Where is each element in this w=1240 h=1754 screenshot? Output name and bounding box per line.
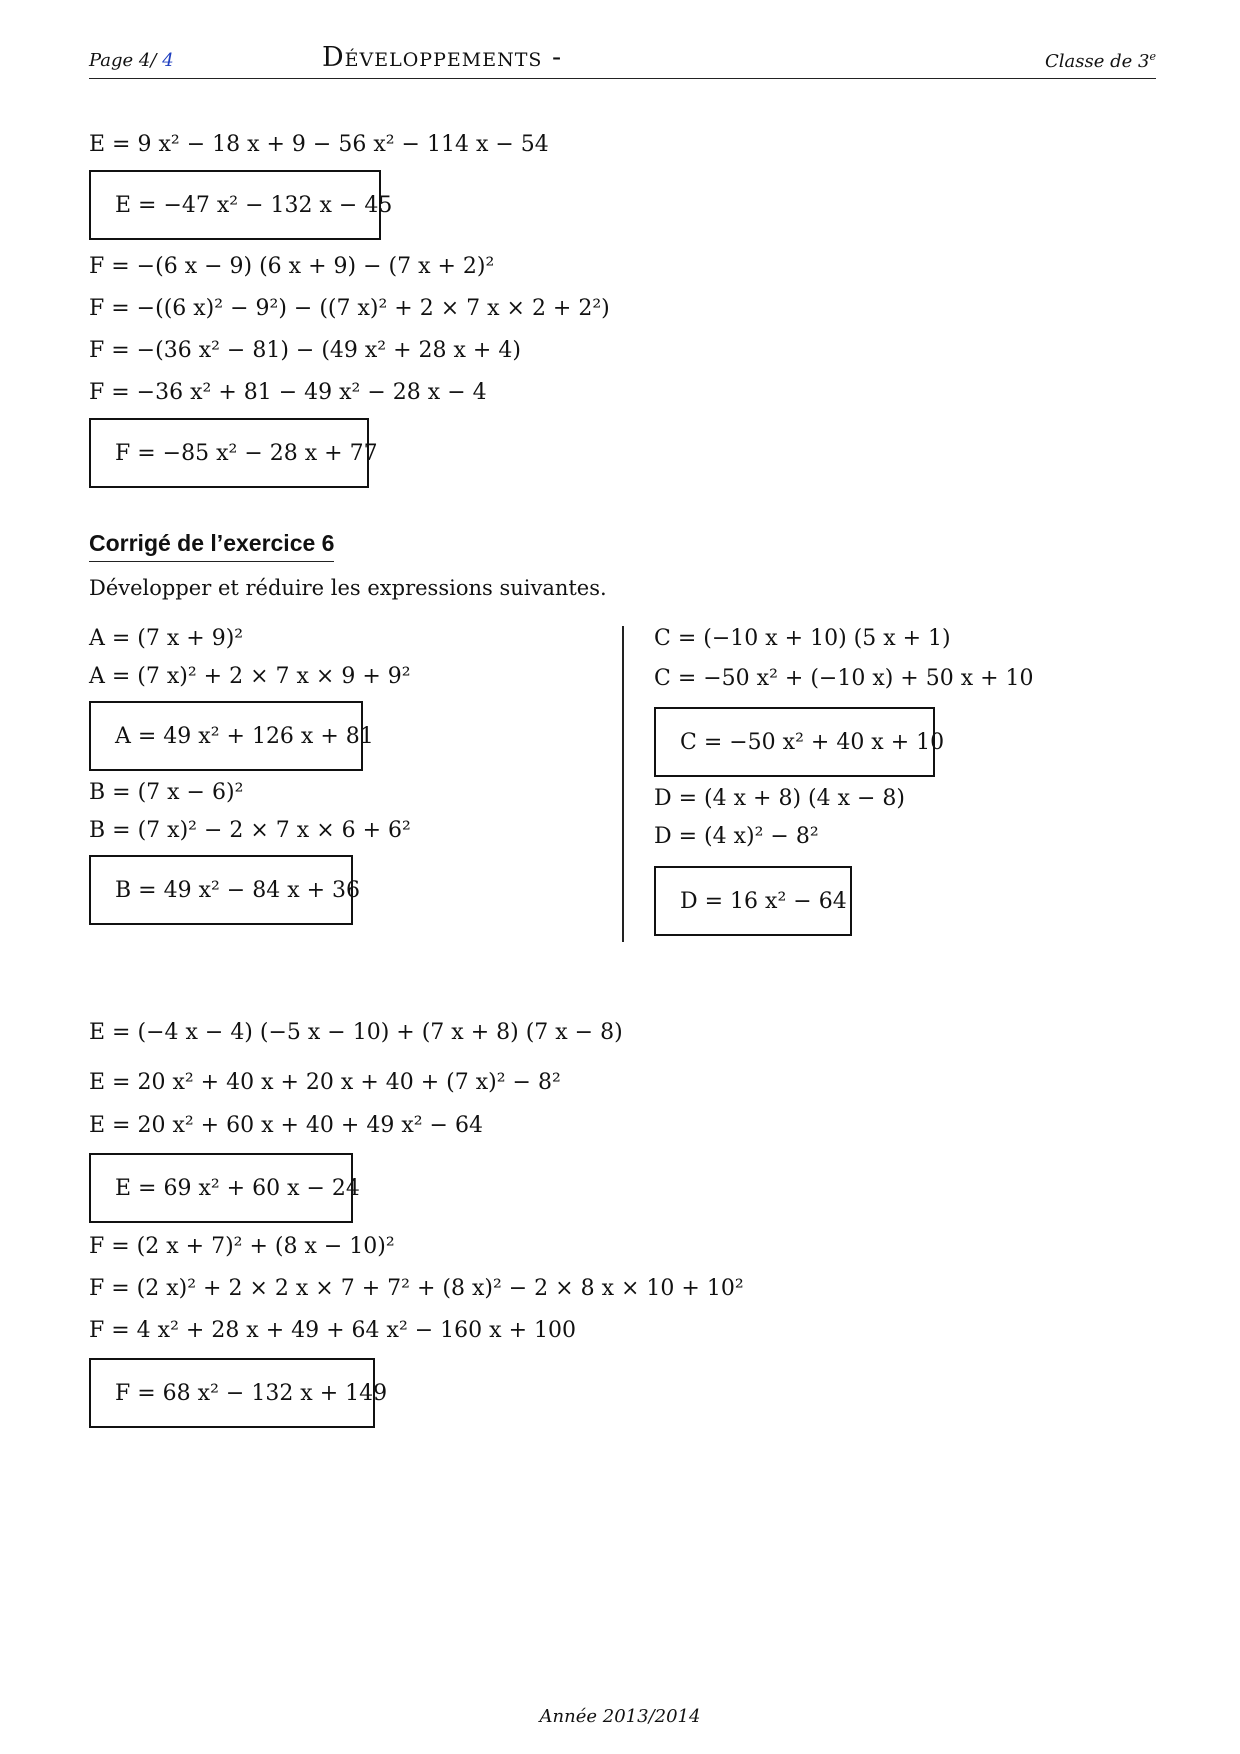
prev-f-step-1: F = −(6 x − 9) (6 x + 9) − (7 x + 2)² <box>89 254 495 279</box>
page-header <box>89 40 1156 79</box>
e-result-box: E = 69 x² + 60 x − 24 <box>89 1153 353 1223</box>
e-step-3: E = 20 x² + 60 x + 40 + 49 x² − 64 <box>89 1113 483 1138</box>
b-result-box: B = 49 x² − 84 x + 36 <box>89 855 353 925</box>
d-step-2: D = (4 x)² − 8² <box>654 824 819 849</box>
class-label: Classe de 3e <box>1045 50 1156 72</box>
prev-f-step-3: F = −(36 x² − 81) − (49 x² + 28 x + 4) <box>89 338 521 363</box>
d-step-1: D = (4 x + 8) (4 x − 8) <box>654 786 906 811</box>
d-result-box: D = 16 x² − 64 <box>654 866 852 936</box>
f-step-2: F = (2 x)² + 2 × 2 x × 7 + 7² + (8 x)² − 2 × 8 x × 10 + 10² <box>89 1276 744 1301</box>
page-number: Page 4/ 4 <box>89 50 174 71</box>
column-divider <box>622 626 624 942</box>
e-step-2: E = 20 x² + 40 x + 20 x + 40 + (7 x)² − 8² <box>89 1070 561 1095</box>
b-step-2: B = (7 x)² − 2 × 7 x × 6 + 6² <box>89 818 411 843</box>
a-step-2: A = (7 x)² + 2 × 7 x × 9 + 9² <box>89 664 411 689</box>
exercise-6-instruction: Développer et réduire les expressions suivantes. <box>89 576 607 600</box>
e-step-1: E = (−4 x − 4) (−5 x − 10) + (7 x + 8) (7 x − 8) <box>89 1020 623 1045</box>
c-step-2: C = −50 x² + (−10 x) + 50 x + 10 <box>654 666 1034 691</box>
a-step-1: A = (7 x + 9)² <box>89 626 244 651</box>
exercise-6-heading: Corrigé de l’exercice 6 <box>89 530 334 562</box>
prev-e-result-box: E = −47 x² − 132 x − 45 <box>89 170 381 240</box>
c-result-box: C = −50 x² + 40 x + 10 <box>654 707 935 777</box>
page-footer-year: Année 2013/2014 <box>539 1706 701 1727</box>
f-step-3: F = 4 x² + 28 x + 49 + 64 x² − 160 x + 100 <box>89 1318 576 1343</box>
f-result-box: F = 68 x² − 132 x + 149 <box>89 1358 375 1428</box>
b-step-1: B = (7 x − 6)² <box>89 780 244 805</box>
prev-f-result-box: F = −85 x² − 28 x + 77 <box>89 418 369 488</box>
c-step-1: C = (−10 x + 10) (5 x + 1) <box>654 626 951 651</box>
page-total-link[interactable]: 4 <box>162 50 174 71</box>
prev-f-step-4: F = −36 x² + 81 − 49 x² − 28 x − 4 <box>89 380 487 405</box>
prev-f-step-2: F = −((6 x)² − 9²) − ((7 x)² + 2 × 7 x × 2 + 2²) <box>89 296 610 321</box>
f-step-1: F = (2 x + 7)² + (8 x − 10)² <box>89 1234 395 1259</box>
prev-e-step-1: E = 9 x² − 18 x + 9 − 56 x² − 114 x − 54 <box>89 132 549 157</box>
a-result-box: A = 49 x² + 126 x + 81 <box>89 701 363 771</box>
document-title: Développements - <box>322 42 563 73</box>
